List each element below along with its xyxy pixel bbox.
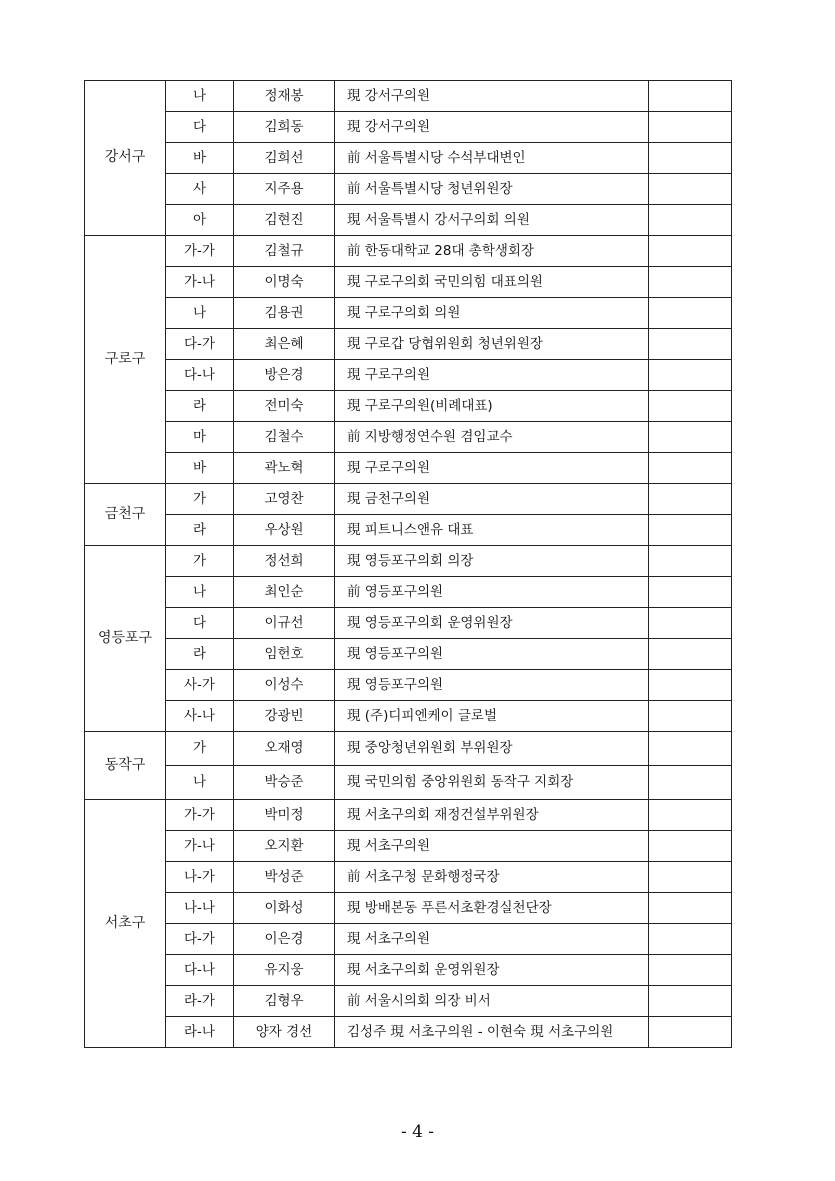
note-cell xyxy=(649,143,732,174)
candidate-name-cell: 김희선 xyxy=(234,143,335,174)
career-cell: 現 서초구의원 xyxy=(335,831,649,862)
candidate-name-cell: 우상원 xyxy=(234,515,335,546)
candidate-name-cell: 이규선 xyxy=(234,608,335,639)
note-cell xyxy=(649,639,732,670)
table-row xyxy=(85,1017,732,1048)
career-cell: 現 금천구의원 xyxy=(335,484,649,515)
career-cell: 現 서초구의회 운영위원장 xyxy=(335,955,649,986)
district-cell: 강서구 xyxy=(85,81,166,236)
subdistrict-cell: 다-가 xyxy=(166,924,234,955)
note-cell xyxy=(649,329,732,360)
note-cell xyxy=(649,267,732,298)
career-cell: 現 구로구의회 국민의힘 대표의원 xyxy=(335,267,649,298)
table-row xyxy=(85,267,732,298)
candidate-name-cell: 박성준 xyxy=(234,862,335,893)
table-row xyxy=(85,701,732,732)
note-cell xyxy=(649,1017,732,1048)
candidate-name-cell: 임헌호 xyxy=(234,639,335,670)
note-cell xyxy=(649,205,732,236)
note-cell xyxy=(649,546,732,577)
career-cell: 現 영등포구의회 운영위원장 xyxy=(335,608,649,639)
table-row xyxy=(85,577,732,608)
candidate-table-body xyxy=(85,81,732,1048)
career-cell: 現 구로구의원(비례대표) xyxy=(335,391,649,422)
table-row xyxy=(85,453,732,484)
note-cell xyxy=(649,236,732,267)
note-cell xyxy=(649,112,732,143)
candidate-name-cell: 정재봉 xyxy=(234,81,335,112)
subdistrict-cell: 가-가 xyxy=(166,800,234,831)
table-row xyxy=(85,143,732,174)
candidate-name-cell: 이화성 xyxy=(234,893,335,924)
table-row xyxy=(85,893,732,924)
table-row xyxy=(85,422,732,453)
subdistrict-cell: 가 xyxy=(166,546,234,577)
career-cell: 現 구로구의회 의원 xyxy=(335,298,649,329)
candidate-name-cell: 김철수 xyxy=(234,422,335,453)
subdistrict-cell: 가-나 xyxy=(166,267,234,298)
note-cell xyxy=(649,360,732,391)
table-row xyxy=(85,205,732,236)
career-cell: 現 구로구의원 xyxy=(335,360,649,391)
career-cell: 現 영등포구의원 xyxy=(335,670,649,701)
table-row xyxy=(85,608,732,639)
district-cell: 서초구 xyxy=(85,800,166,1048)
subdistrict-cell: 가-나 xyxy=(166,831,234,862)
table-row xyxy=(85,546,732,577)
table-row xyxy=(85,515,732,546)
career-cell: 김성주 現 서초구의원 - 이현숙 現 서초구의원 xyxy=(335,1017,649,1048)
subdistrict-cell: 가 xyxy=(166,484,234,515)
subdistrict-cell: 라 xyxy=(166,391,234,422)
career-cell: 現 강서구의원 xyxy=(335,112,649,143)
career-cell: 前 한동대학교 28대 총학생회장 xyxy=(335,236,649,267)
career-cell: 現 구로구의원 xyxy=(335,453,649,484)
candidate-name-cell: 박미정 xyxy=(234,800,335,831)
candidate-name-cell: 강광빈 xyxy=(234,701,335,732)
subdistrict-cell: 나 xyxy=(166,766,234,800)
career-cell: 現 구로갑 당협위원회 청년위원장 xyxy=(335,329,649,360)
subdistrict-cell: 다 xyxy=(166,608,234,639)
note-cell xyxy=(649,831,732,862)
subdistrict-cell: 라-나 xyxy=(166,1017,234,1048)
note-cell xyxy=(649,701,732,732)
subdistrict-cell: 나 xyxy=(166,577,234,608)
career-cell: 前 영등포구의원 xyxy=(335,577,649,608)
table-row xyxy=(85,360,732,391)
candidate-name-cell: 유지웅 xyxy=(234,955,335,986)
district-cell: 금천구 xyxy=(85,484,166,546)
note-cell xyxy=(649,174,732,205)
subdistrict-cell: 나-가 xyxy=(166,862,234,893)
note-cell xyxy=(649,515,732,546)
candidate-name-cell: 김용권 xyxy=(234,298,335,329)
note-cell xyxy=(649,862,732,893)
career-cell: 前 서울시의회 의장 비서 xyxy=(335,986,649,1017)
district-cell: 구로구 xyxy=(85,236,166,484)
career-cell: 現 방배본동 푸른서초환경실천단장 xyxy=(335,893,649,924)
candidate-name-cell: 박승준 xyxy=(234,766,335,800)
career-cell: 前 지방행정연수원 겸임교수 xyxy=(335,422,649,453)
candidate-name-cell: 이명숙 xyxy=(234,267,335,298)
subdistrict-cell: 나 xyxy=(166,298,234,329)
candidate-name-cell: 김철규 xyxy=(234,236,335,267)
table-row xyxy=(85,112,732,143)
subdistrict-cell: 아 xyxy=(166,205,234,236)
district-cell: 영등포구 xyxy=(85,546,166,732)
subdistrict-cell: 나-나 xyxy=(166,893,234,924)
candidate-name-cell: 오지환 xyxy=(234,831,335,862)
career-cell: 前 서울특별시당 청년위원장 xyxy=(335,174,649,205)
candidate-table xyxy=(84,80,732,1048)
table-row xyxy=(85,391,732,422)
table-row xyxy=(85,639,732,670)
subdistrict-cell: 가 xyxy=(166,732,234,766)
candidate-name-cell: 최인순 xyxy=(234,577,335,608)
note-cell xyxy=(649,670,732,701)
subdistrict-cell: 다 xyxy=(166,112,234,143)
career-cell: 現 중앙청년위원회 부위원장 xyxy=(335,732,649,766)
candidate-name-cell: 지주용 xyxy=(234,174,335,205)
candidate-name-cell: 전미숙 xyxy=(234,391,335,422)
note-cell xyxy=(649,766,732,800)
subdistrict-cell: 사-가 xyxy=(166,670,234,701)
note-cell xyxy=(649,391,732,422)
candidate-name-cell: 최은혜 xyxy=(234,329,335,360)
note-cell xyxy=(649,893,732,924)
career-cell: 現 (주)디피엔케이 글로벌 xyxy=(335,701,649,732)
candidate-name-cell: 김형우 xyxy=(234,986,335,1017)
table-row xyxy=(85,924,732,955)
note-cell xyxy=(649,298,732,329)
table-row xyxy=(85,81,732,112)
subdistrict-cell: 가-가 xyxy=(166,236,234,267)
candidate-name-cell: 이성수 xyxy=(234,670,335,701)
subdistrict-cell: 라 xyxy=(166,639,234,670)
candidate-name-cell: 김현진 xyxy=(234,205,335,236)
candidate-name-cell: 고영찬 xyxy=(234,484,335,515)
candidate-name-cell: 이은경 xyxy=(234,924,335,955)
note-cell xyxy=(649,986,732,1017)
table-row xyxy=(85,670,732,701)
career-cell: 現 서울특별시 강서구의회 의원 xyxy=(335,205,649,236)
candidate-name-cell: 오재영 xyxy=(234,732,335,766)
note-cell xyxy=(649,453,732,484)
candidate-name-cell: 양자 경선 xyxy=(234,1017,335,1048)
career-cell: 現 서초구의원 xyxy=(335,924,649,955)
career-cell: 現 강서구의원 xyxy=(335,81,649,112)
table-row xyxy=(85,732,732,766)
note-cell xyxy=(649,955,732,986)
note-cell xyxy=(649,81,732,112)
candidate-name-cell: 방은경 xyxy=(234,360,335,391)
subdistrict-cell: 다-나 xyxy=(166,360,234,391)
subdistrict-cell: 사 xyxy=(166,174,234,205)
subdistrict-cell: 라 xyxy=(166,515,234,546)
note-cell xyxy=(649,422,732,453)
table-row xyxy=(85,174,732,205)
subdistrict-cell: 바 xyxy=(166,143,234,174)
career-cell: 前 서초구청 문화행정국장 xyxy=(335,862,649,893)
subdistrict-cell: 나 xyxy=(166,81,234,112)
note-cell xyxy=(649,924,732,955)
candidate-name-cell: 곽노혁 xyxy=(234,453,335,484)
note-cell xyxy=(649,577,732,608)
table-row xyxy=(85,831,732,862)
note-cell xyxy=(649,732,732,766)
career-cell: 現 영등포구의원 xyxy=(335,639,649,670)
career-cell: 現 국민의힘 중앙위원회 동작구 지회장 xyxy=(335,766,649,800)
career-cell: 現 영등포구의회 의장 xyxy=(335,546,649,577)
subdistrict-cell: 라-가 xyxy=(166,986,234,1017)
subdistrict-cell: 마 xyxy=(166,422,234,453)
subdistrict-cell: 사-나 xyxy=(166,701,234,732)
subdistrict-cell: 다-나 xyxy=(166,955,234,986)
candidate-name-cell: 정선희 xyxy=(234,546,335,577)
career-cell: 現 서초구의회 재정건설부위원장 xyxy=(335,800,649,831)
page-number: - 4 - xyxy=(400,1122,435,1142)
table-row xyxy=(85,766,732,800)
table-row xyxy=(85,329,732,360)
note-cell xyxy=(649,800,732,831)
career-cell: 前 서울특별시당 수석부대변인 xyxy=(335,143,649,174)
career-cell: 現 피트니스앤유 대표 xyxy=(335,515,649,546)
table-row xyxy=(85,800,732,831)
table-row xyxy=(85,298,732,329)
candidate-name-cell: 김희동 xyxy=(234,112,335,143)
table-row xyxy=(85,862,732,893)
note-cell xyxy=(649,484,732,515)
subdistrict-cell: 다-가 xyxy=(166,329,234,360)
table-row xyxy=(85,236,732,267)
table-row xyxy=(85,484,732,515)
subdistrict-cell: 바 xyxy=(166,453,234,484)
note-cell xyxy=(649,608,732,639)
district-cell: 동작구 xyxy=(85,732,166,800)
table-row xyxy=(85,955,732,986)
table-row xyxy=(85,986,732,1017)
